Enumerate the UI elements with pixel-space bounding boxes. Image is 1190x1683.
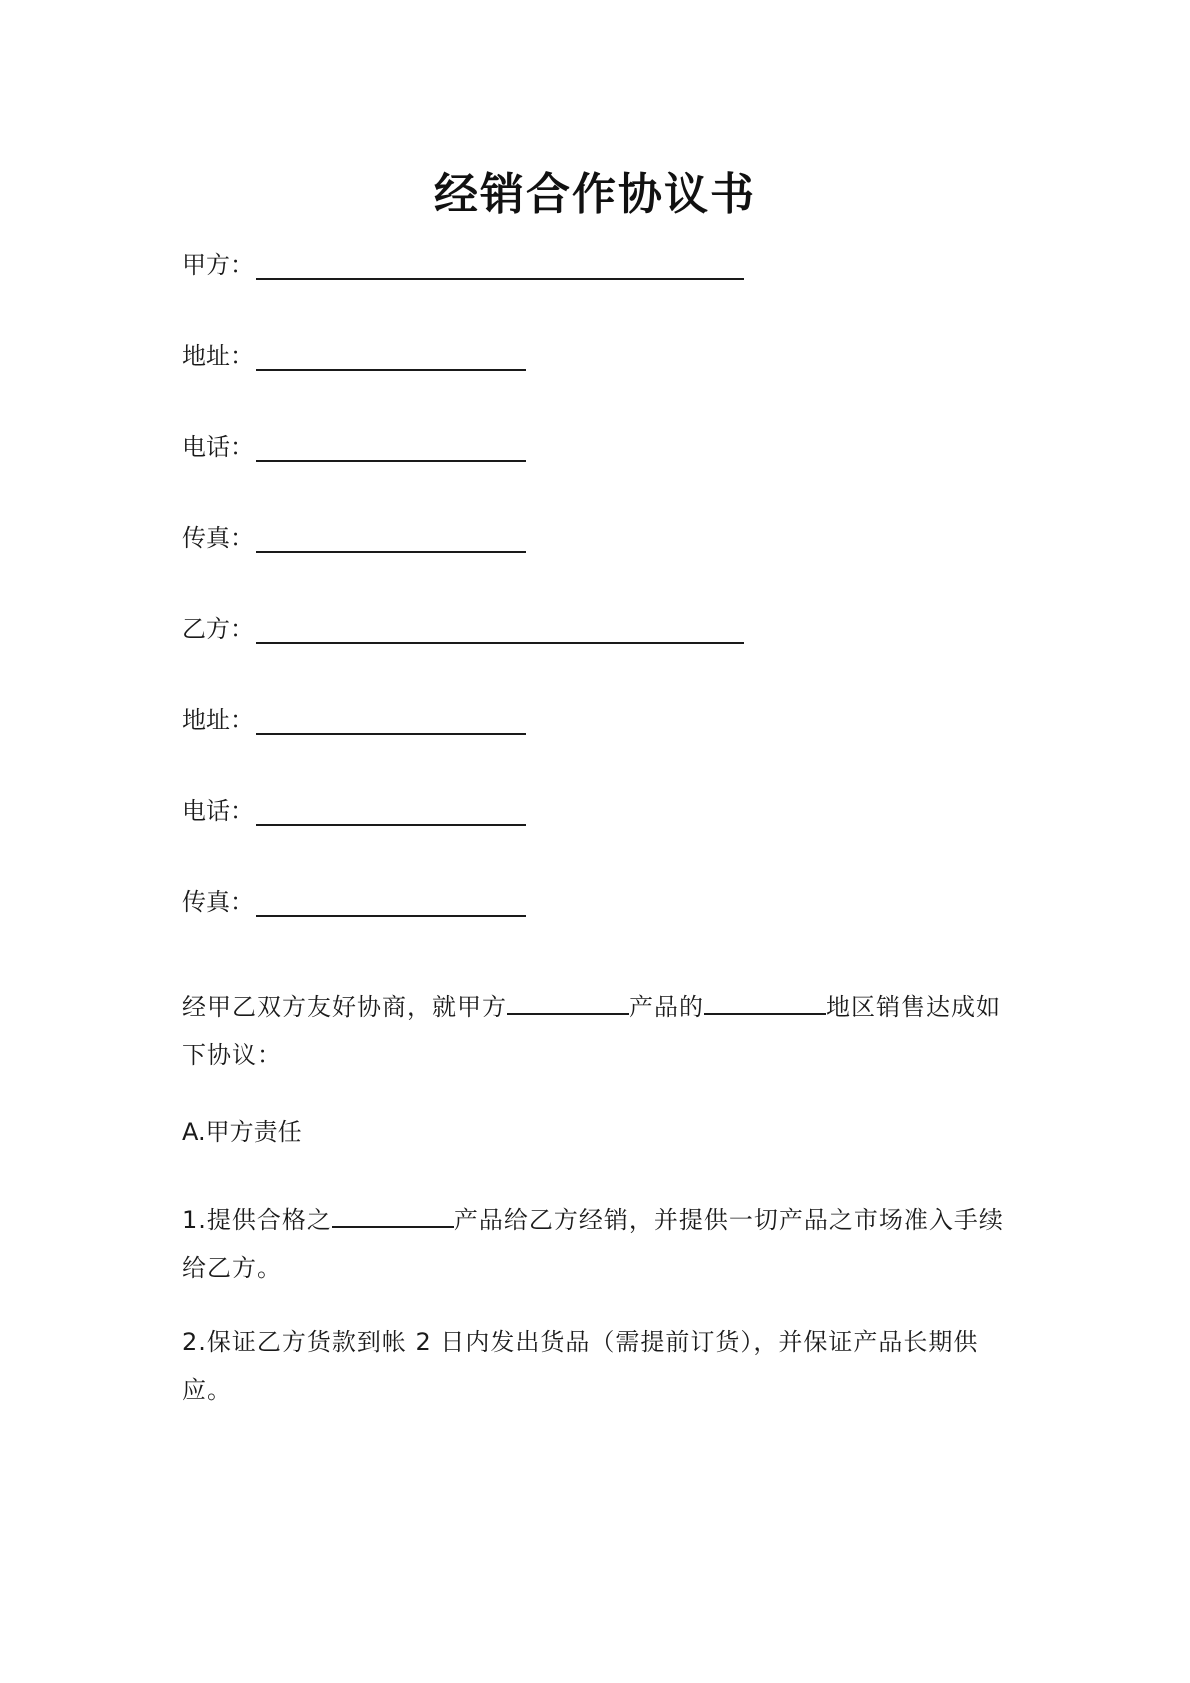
intro-paragraph: [182, 983, 1012, 1079]
party-b-fax-label: 传真：: [182, 888, 254, 916]
party-b-fax-blank[interactable]: [256, 891, 526, 917]
party-a-fax-label: 传真：: [182, 524, 254, 552]
party-a-name-blank[interactable]: [256, 254, 744, 280]
party-a-phone-field: [182, 428, 526, 462]
party-b-name-label: 乙方：: [182, 615, 254, 643]
section-a-heading: A.甲方责任: [182, 1118, 302, 1146]
party-b-address-field: [182, 701, 526, 735]
party-b-phone-label: 电话：: [182, 797, 254, 825]
item1-text-2: 产品给乙方经销，并提供一切产品之市场准入手续给乙方。: [182, 1206, 1004, 1282]
party-a-address-blank[interactable]: [256, 345, 526, 371]
party-b-phone-field: [182, 792, 526, 826]
item1-product-blank[interactable]: [332, 1204, 454, 1228]
item1-text-1: 1.提供合格之: [182, 1206, 332, 1234]
section-a-item-1: [182, 1196, 1012, 1292]
product-blank[interactable]: [507, 991, 629, 1015]
party-b-phone-blank[interactable]: [256, 800, 526, 826]
section-a-item-2: 2.保证乙方货款到帐 2 日内发出货品（需提前订货），并保证产品长期供应。: [182, 1328, 979, 1404]
intro-text-1: 经甲乙双方友好协商，就甲方: [182, 993, 507, 1021]
party-a-name-field: [182, 246, 744, 280]
party-a-fax-blank[interactable]: [256, 527, 526, 553]
party-a-phone-label: 电话：: [182, 433, 254, 461]
intro-text-3: 地区销售达成如下协议：: [182, 993, 1001, 1069]
party-b-name-field: [182, 610, 744, 644]
party-b-address-blank[interactable]: [256, 709, 526, 735]
party-a-phone-blank[interactable]: [256, 436, 526, 462]
party-b-address-label: 地址：: [182, 706, 254, 734]
party-a-address-label: 地址：: [182, 342, 254, 370]
intro-text-2: 产品的: [629, 993, 704, 1021]
party-b-fax-field: [182, 883, 526, 917]
region-blank[interactable]: [704, 991, 826, 1015]
party-a-address-field: [182, 337, 526, 371]
party-a-name-label: 甲方：: [182, 251, 254, 279]
document-title: 经销合作协议书: [434, 169, 756, 220]
party-b-name-blank[interactable]: [256, 618, 744, 644]
party-a-fax-field: [182, 519, 526, 553]
